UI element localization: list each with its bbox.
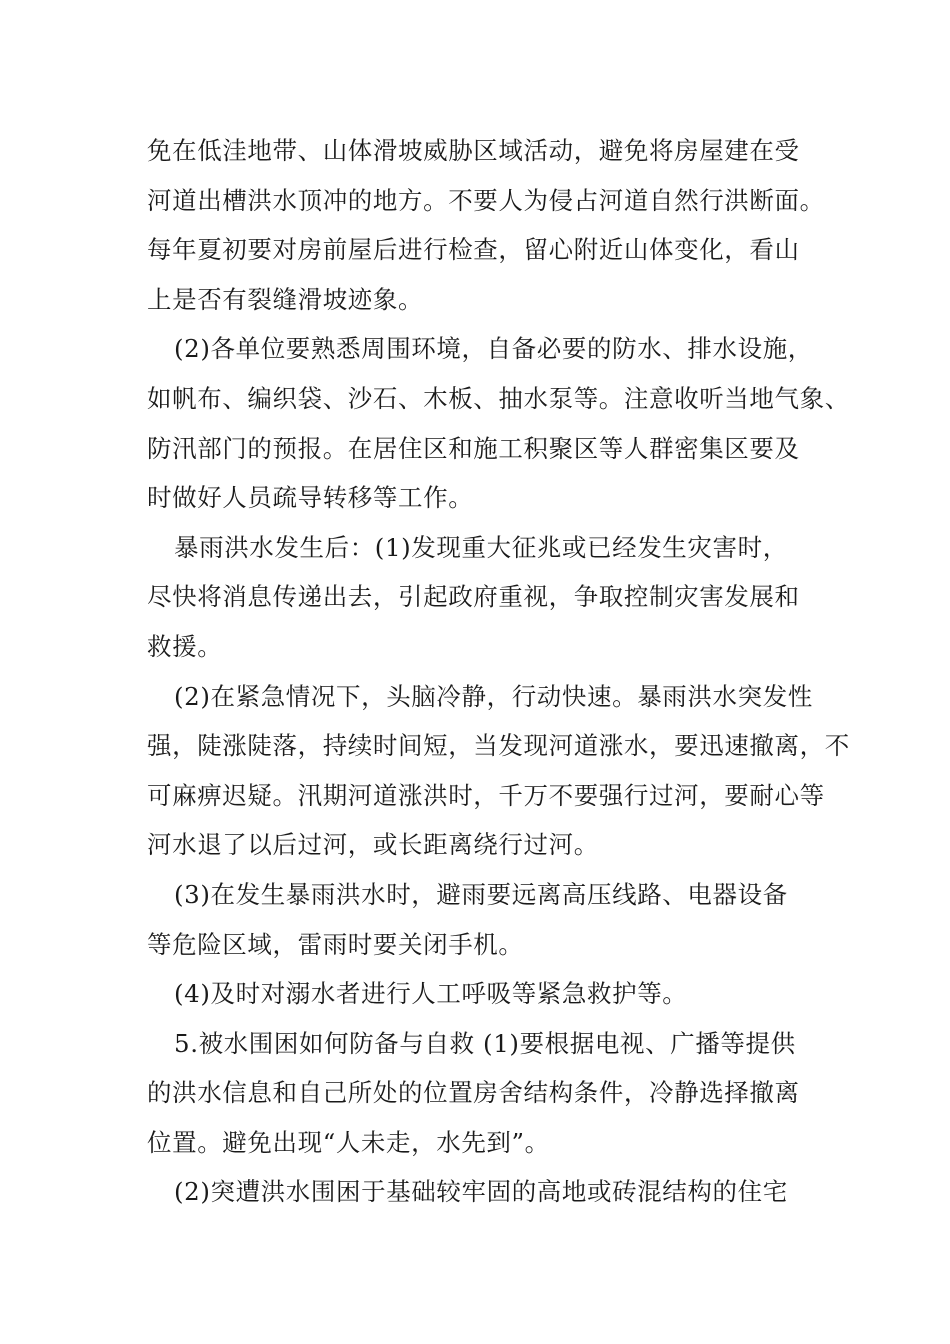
text-line: (2)各单位要熟悉周围环境，自备必要的防水、排水设施， [174,334,813,364]
text-line: 防汛部门的预报。在居住区和施工积聚区等人群密集区要及 [147,433,800,463]
text-line: 的洪水信息和自己所处的位置房舍结构条件，冷静选择撤离 [147,1078,800,1108]
text-line: 时做好人员疏导转移等工作。 [147,483,474,513]
text-line: 强，陡涨陡落，持续时间短，当发现河道涨水，要迅速撤离，不 [147,731,850,761]
text-line: 河水退了以后过河，或长距离绕行过河。 [147,830,599,860]
text-line: 5.被水围困如何防备与自救 (1)要根据电视、广播等提供 [174,1028,796,1058]
text-line: 如帆布、编织袋、沙石、木板、抽水泵等。注意收听当地气象、 [147,383,850,413]
text-line: (2)在紧急情况下，头脑冷静，行动快速。暴雨洪水突发性 [174,681,813,711]
text-line: 暴雨洪水发生后：(1)发现重大征兆或已经发生灾害时， [174,532,788,562]
text-line: 等危险区域，雷雨时要关闭手机。 [147,929,524,959]
text-line: 位置。避免出现“人未走，水先到”。 [147,1127,550,1157]
document-body [147,126,850,1217]
text-line: (2)突遭洪水围困于基础较牢固的高地或砖混结构的住宅 [174,1177,788,1207]
text-line: 救援。 [147,631,223,661]
text-line: 尽快将消息传递出去，引起政府重视，争取控制灾害发展和 [147,582,800,612]
text-line: 上是否有裂缝滑坡迹象。 [147,284,424,314]
text-line: 每年夏初要对房前屋后进行检查，留心附近山体变化，看山 [147,235,800,265]
text-line: (4)及时对溺水者进行人工呼吸等紧急救护等。 [174,979,688,1009]
text-line: 免在低洼地带、山体滑坡威胁区域活动，避免将房屋建在受 [147,136,800,165]
text-line: (3)在发生暴雨洪水时，避雨要远离高压线路、电器设备 [174,879,788,909]
text-line: 河道出槽洪水顶冲的地方。不要人为侵占河道自然行洪断面。 [147,185,825,215]
text-line: 可麻痹迟疑。汛期河道涨洪时，千万不要强行过河，要耐心等 [147,780,825,810]
